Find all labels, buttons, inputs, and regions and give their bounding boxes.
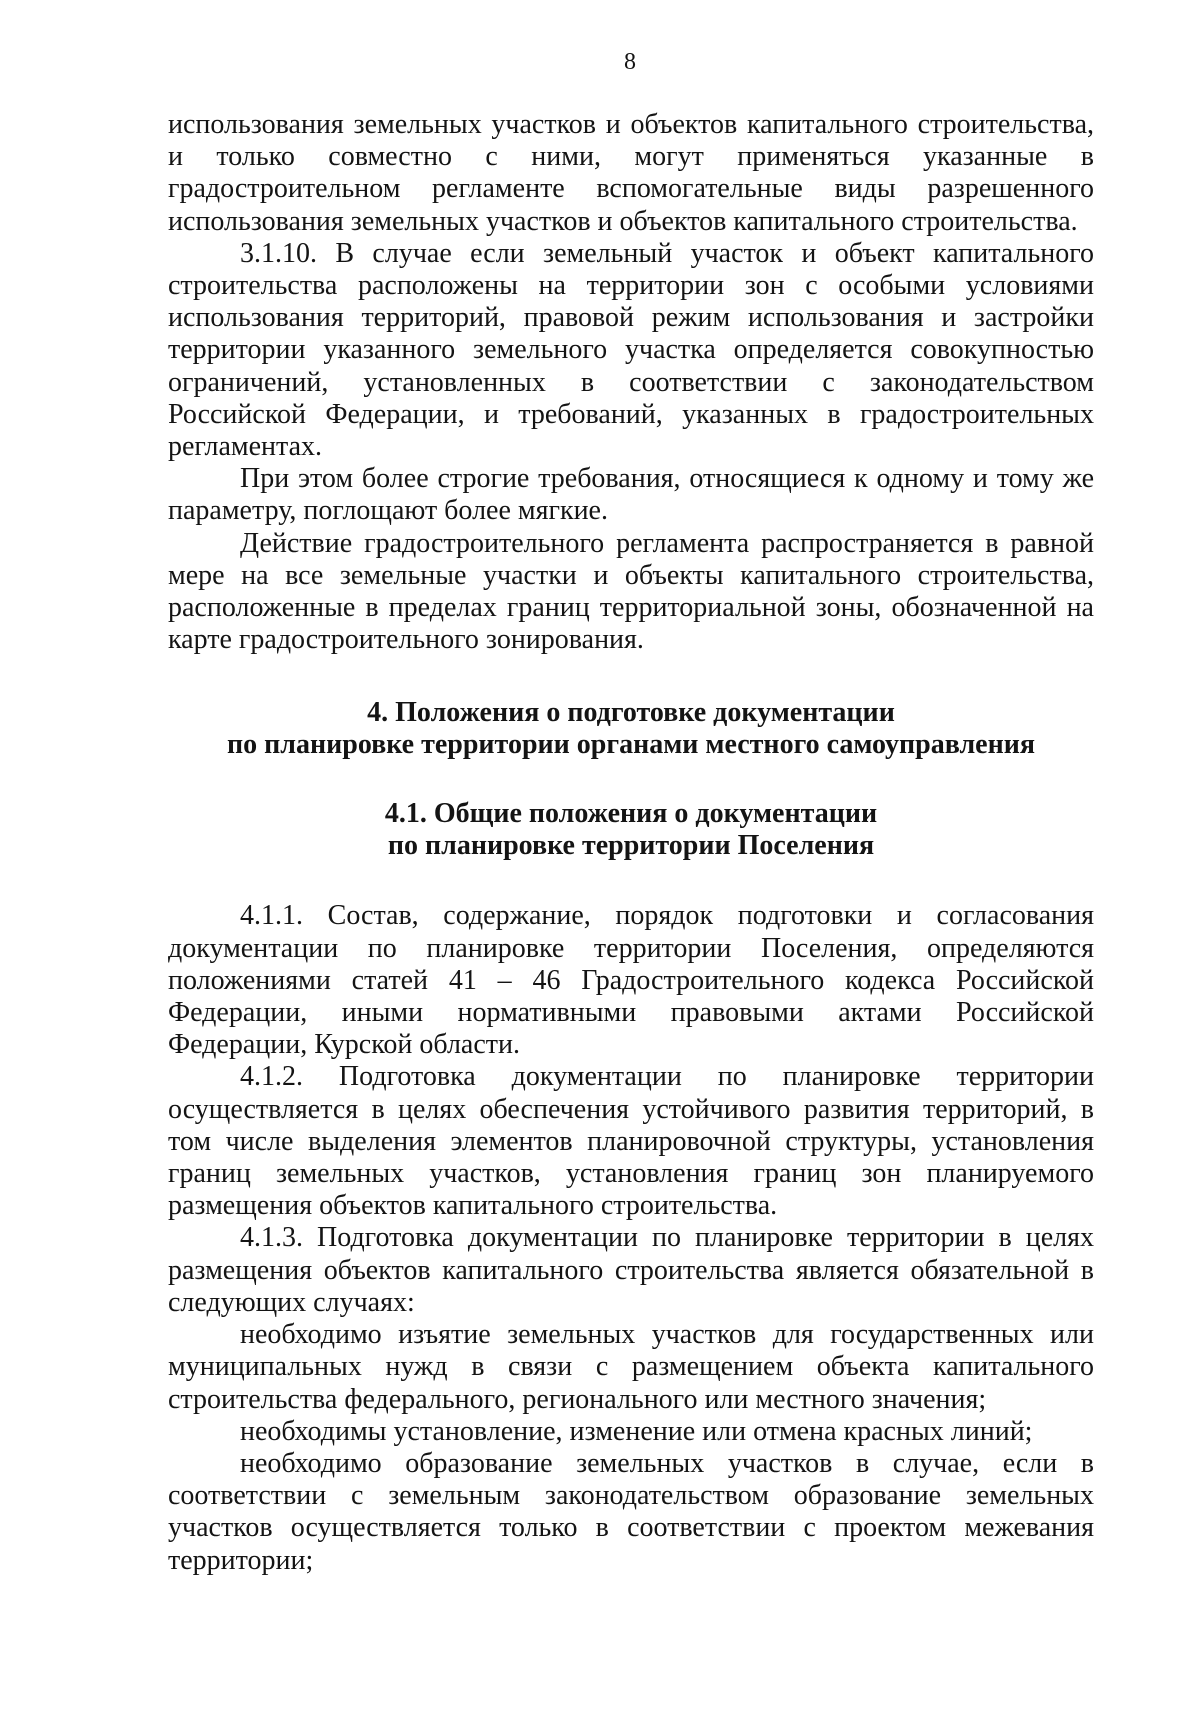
paragraph-4-1-1: 4.1.1. Состав, содержание, порядок подготовки и согласования документации по планировке территории Поселения, определяются положениями статей 41 – 46 Градостроительного кодекса Российской Федерации, иными нормативными правовыми актами Российской Федерации, Курской области. <box>168 900 1094 1061</box>
paragraph-3-1-10: 3.1.10. В случае если земельный участок и объект капитального строительства расположены на территории зон с особыми условиями использования территорий, правовой режим использования и застройки территории указанного земельного участка определяется совокупностью ограничений, установленных в соответствии с законодательством Российской Федерации, и требований, указанных в градостроительных регламентах. <box>168 237 1094 463</box>
spacer <box>168 761 1094 798</box>
list-item-red-lines: необходимы установление, изменение или отмена красных линий; <box>240 1415 1033 1447</box>
paragraph-regulation-scope: Действие градостроительного регламента распространяется в равной мере на все земельные участки и объекты капитального строительства, расположенные в пределах границ территориальной зоны, обозначенной на карте градостроительного зонирования. <box>168 527 1094 656</box>
paragraph-4-1-2: 4.1.2. Подготовка документации по планировке территории осуществляется в целях обеспечения устойчивого развития территорий, в том числе выделения элементов планировочной структуры, установления границ земельных участков, установления границ зон планируемого размещения объектов капитального строительства. <box>168 1061 1094 1222</box>
page-number: 8 <box>624 49 636 75</box>
paragraph-stricter-requirements: При этом более строгие требования, относящиеся к одному и тому же параметру, поглощают более мягкие. <box>168 463 1094 527</box>
subsection-heading-line-1: 4.1. Общие положения о документации <box>384 798 878 830</box>
document-body <box>168 109 1094 1577</box>
subsection-heading-line-2: по планировке территории Поселения <box>387 830 875 862</box>
spacer <box>168 862 1094 900</box>
section-heading-line-1: 4. Положения о подготовке документации <box>367 697 895 729</box>
section-heading-line-2: по планировке территории органами местного самоуправления <box>227 729 1035 761</box>
subsection-heading <box>168 798 1094 862</box>
paragraph-4-1-3: 4.1.3. Подготовка документации по планировке территории в целях размещения объектов капитального строительства является обязательной в следующих случаях: <box>168 1222 1094 1318</box>
list-item-land-seizure: необходимо изъятие земельных участков для государственных или муниципальных нужд в связи с размещением объекта капитального строительства федерального, регионального или местного значения; <box>168 1319 1094 1415</box>
section-heading <box>168 697 1094 761</box>
list-item-land-formation: необходимо образование земельных участков в случае, если в соответствии с земельным законодательством образование земельных участков осуществляется только в соответствии с проектом межевания территории; <box>168 1447 1094 1576</box>
paragraph-continuation: использования земельных участков и объектов капитального строительства, и только совместно с ними, могут применяться указанные в градостроительном регламенте вспомогательные виды разрешенного использования земельных участков и объектов капитального строительства. <box>168 109 1094 237</box>
spacer <box>168 656 1094 697</box>
